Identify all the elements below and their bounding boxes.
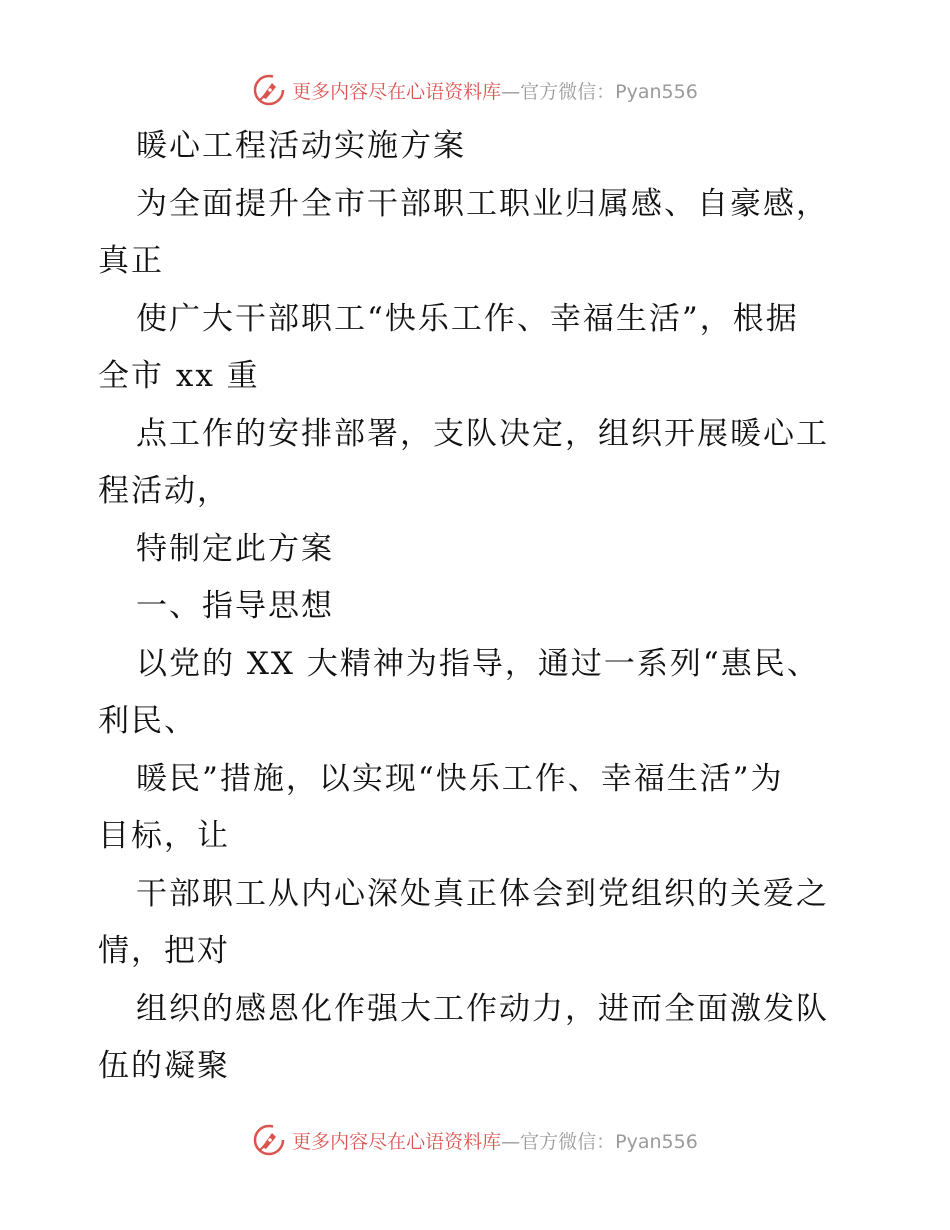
- text-line: 以党的 XX 大精神为指导，通过一系列“惠民、: [136, 645, 820, 682]
- text-line: 目标，让: [98, 818, 230, 854]
- watermark-text: [292, 77, 698, 104]
- text-line: 全市 xx 重: [98, 358, 260, 394]
- text-line: 点工作的安排部署，支队决定，组织开展暖心工: [136, 415, 829, 452]
- document-body: [98, 118, 858, 1096]
- watermark-secondary-text: 官方微信：Pyan556: [520, 1130, 698, 1153]
- text-line: 使广大干部职工“快乐工作、幸福生活”，根据: [136, 300, 799, 337]
- pen-nib-circle-icon: [252, 1123, 286, 1157]
- watermark-dash: —: [501, 80, 521, 103]
- text-line: 一、指导思想: [136, 588, 334, 624]
- text-line: 干部职工从内心深处真正体会到党组织的关爱之: [136, 875, 829, 912]
- text-line: 组织的感恩化作强大工作动力，进而全面激发队: [136, 990, 829, 1027]
- text-line: 暖民”措施，以实现“快乐工作、幸福生活”为: [136, 760, 784, 797]
- watermark-main-text: 更多内容尽在心语资料库: [292, 80, 502, 103]
- watermark-text: [292, 1127, 698, 1154]
- text-line: 真正: [98, 243, 164, 279]
- header-watermark: [0, 70, 950, 110]
- watermark-dash: —: [501, 1130, 521, 1153]
- watermark-secondary-text: 官方微信：Pyan556: [520, 80, 698, 103]
- text-line: 情，把对: [98, 933, 230, 969]
- footer-watermark: [0, 1120, 950, 1160]
- pen-nib-circle-icon: [252, 73, 286, 107]
- text-line: 伍的凝聚: [98, 1048, 230, 1084]
- watermark-main-text: 更多内容尽在心语资料库: [292, 1130, 502, 1153]
- text-line: 程活动，: [98, 473, 230, 509]
- text-line: 特制定此方案: [136, 530, 334, 567]
- text-line: 为全面提升全市干部职工职业归属感、自豪感，: [136, 185, 829, 222]
- text-line: 暖心工程活动实施方案: [136, 128, 466, 164]
- text-line: 利民、: [98, 703, 197, 739]
